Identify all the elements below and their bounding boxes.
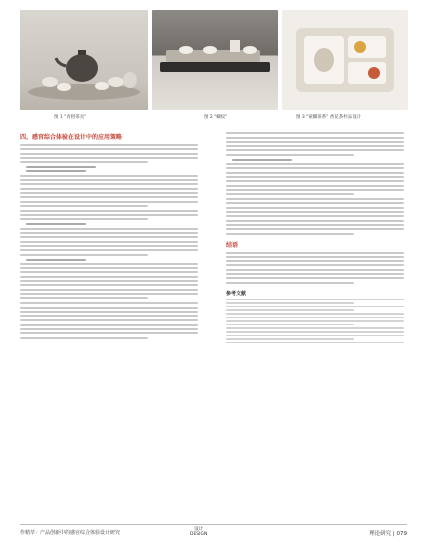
teapot-set-photo: [20, 10, 148, 110]
figure-strip: [20, 10, 408, 128]
body-paragraph: [226, 252, 404, 284]
left-column: [20, 130, 198, 342]
figure-3: [282, 10, 408, 128]
journal-mark: [190, 527, 207, 537]
body-paragraph: [226, 163, 404, 195]
subsection-heading: [26, 170, 198, 172]
running-title: 作精萃：产品创新中的感官综合体验设计研究: [20, 530, 121, 536]
section-heading: 四、感官综合体验在设计中的应用策略: [20, 134, 123, 141]
body-paragraph: [20, 228, 198, 256]
subsection-heading: [26, 166, 198, 168]
section-heading: 结语: [226, 241, 239, 249]
tea-cup-product-photo: [282, 10, 408, 110]
references-heading: 参考文献: [226, 290, 247, 297]
body-paragraph: [20, 302, 198, 338]
body-paragraph: [20, 144, 198, 163]
body-paragraph: [226, 132, 404, 155]
body-paragraph: [20, 263, 198, 299]
right-column: [226, 130, 404, 345]
tray-photo: [152, 10, 278, 110]
figure-caption: 图 1 "青柑茶具": [54, 115, 87, 120]
figure-caption: 图 2 "螺纹": [204, 115, 228, 120]
subsection-heading: [232, 159, 404, 161]
references-list: [226, 299, 404, 344]
page-footer: [20, 524, 407, 543]
subsection-heading: [26, 259, 198, 261]
journal-mark-cn: 设计: [194, 527, 204, 532]
body-paragraph: [226, 198, 404, 234]
page-number: 理论研究 | 079: [369, 531, 407, 537]
figure-1: [20, 10, 148, 128]
figure-caption: 图 3 "蒙麟茶系" 香花茶杯品设计: [296, 115, 362, 120]
subsection-heading: [26, 223, 198, 225]
body-paragraph: [20, 210, 198, 221]
figure-2: [152, 10, 278, 128]
journal-mark-en: DESIGN: [190, 532, 208, 537]
body-paragraph: [20, 175, 198, 207]
